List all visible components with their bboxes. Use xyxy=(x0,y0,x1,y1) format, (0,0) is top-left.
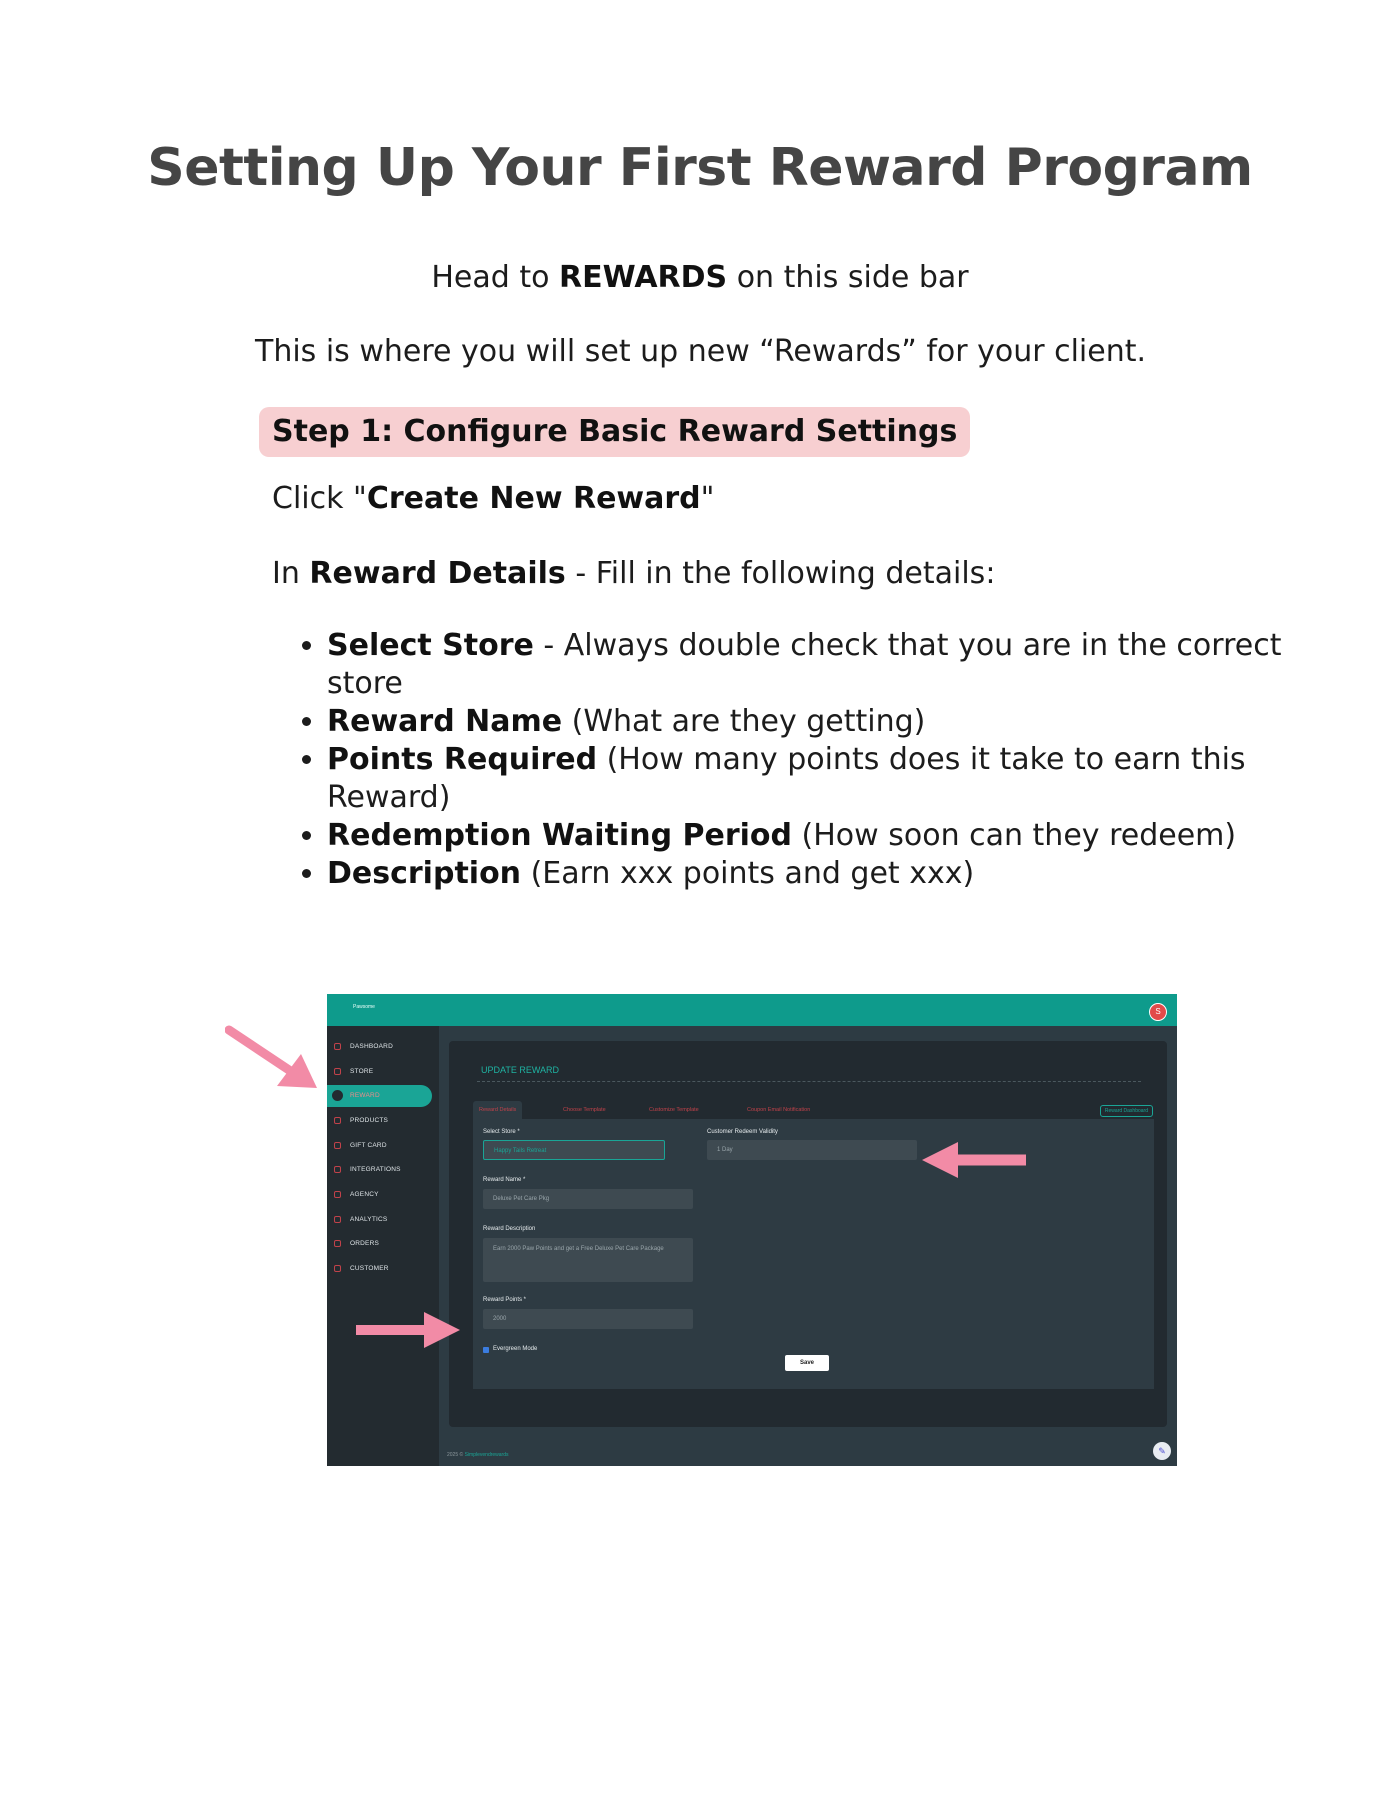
points-input[interactable]: 2000 xyxy=(483,1309,693,1329)
sidebar-item-gift-card[interactable]: GIFT CARD xyxy=(327,1135,432,1157)
sidebar-item-reward[interactable]: REWARD xyxy=(327,1085,432,1107)
list-item: • Points Required (How many points does it take to earn this Reward) xyxy=(327,741,1287,817)
select-store-dropdown[interactable]: Happy Tails Retreat xyxy=(483,1140,665,1160)
intro-line-2: This is where you will set up new “Rewards” for your client. xyxy=(255,334,1147,369)
store-icon xyxy=(334,1068,341,1075)
arrow-to-redeem-validity xyxy=(920,1140,1032,1180)
description-textarea[interactable]: Earn 2000 Paw Points and get a Free Deluxe Pet Care Package xyxy=(483,1238,693,1282)
list-item: • Select Store - Always double check that you are in the correct store xyxy=(327,627,1287,703)
gift-card-icon xyxy=(334,1142,341,1149)
redeem-validity-label: Customer Redeem Validity xyxy=(707,1129,778,1135)
dashboard-icon xyxy=(334,1043,341,1050)
evergreen-checkbox[interactable] xyxy=(483,1347,489,1353)
edit-icon[interactable]: ✎ xyxy=(1153,1442,1171,1460)
tab-reward-details[interactable]: Reward Details xyxy=(473,1101,522,1119)
customer-icon xyxy=(334,1265,341,1272)
intro-line-1: Head to REWARDS on this side bar xyxy=(431,260,969,295)
details-instruction: In Reward Details - Fill in the following details: xyxy=(272,556,996,591)
app-logo: Pawsome xyxy=(353,1004,375,1010)
click-instruction: Click "Create New Reward" xyxy=(272,481,715,516)
page-title: Setting Up Your First Reward Program xyxy=(147,138,1253,198)
reward-dashboard-button[interactable]: Reward Dashboard xyxy=(1100,1105,1153,1117)
list-item: • Reward Name (What are they getting) xyxy=(327,703,1287,741)
save-button[interactable]: Save xyxy=(785,1355,829,1371)
reward-name-input[interactable]: Deluxe Pet Care Pkg xyxy=(483,1189,693,1209)
arrow-to-reward-icon xyxy=(225,1024,325,1094)
select-store-label: Select Store * xyxy=(483,1129,520,1135)
redeem-validity-select[interactable]: 1 Day xyxy=(707,1140,917,1160)
list-item: • Description (Earn xxx points and get xxx) xyxy=(327,855,1287,893)
user-avatar[interactable]: S xyxy=(1149,1003,1167,1021)
step-1-heading: Step 1: Configure Basic Reward Settings xyxy=(259,407,970,457)
top-bar xyxy=(327,994,1177,1026)
reward-icon xyxy=(332,1090,343,1101)
sidebar-item-integrations[interactable]: INTEGRATIONS xyxy=(327,1159,432,1181)
tab-choose-template[interactable]: Choose Template xyxy=(563,1107,606,1113)
orders-icon xyxy=(334,1240,341,1247)
sidebar-item-products[interactable]: PRODUCTS xyxy=(327,1110,432,1132)
sidebar-item-store[interactable]: STORE xyxy=(327,1061,432,1083)
arrow-to-reward-points xyxy=(354,1310,462,1350)
tab-customize-template[interactable]: Customize Template xyxy=(649,1107,699,1113)
rewards-keyword: REWARDS xyxy=(558,260,728,295)
sidebar-item-customer[interactable]: CUSTOMER xyxy=(327,1258,432,1280)
tab-bar xyxy=(473,1101,1153,1119)
sidebar-item-agency[interactable]: AGENCY xyxy=(327,1184,432,1206)
products-icon xyxy=(334,1117,341,1124)
sidebar-item-orders[interactable]: ORDERS xyxy=(327,1233,432,1255)
footer-link[interactable]: Simplevendrewards xyxy=(464,1452,509,1458)
tab-coupon-email[interactable]: Coupon Email Notification xyxy=(747,1107,811,1113)
integrations-icon xyxy=(334,1166,341,1173)
sidebar xyxy=(327,1026,439,1466)
agency-icon xyxy=(334,1191,341,1198)
footer: 2025 © Simplevendrewards xyxy=(447,1452,509,1458)
sidebar-item-dashboard[interactable]: DASHBOARD xyxy=(327,1036,432,1058)
reward-details-form xyxy=(473,1119,1154,1389)
reward-name-label: Reward Name * xyxy=(483,1177,526,1183)
analytics-icon xyxy=(334,1216,341,1223)
details-list xyxy=(272,627,1287,893)
evergreen-label: Evergreen Mode xyxy=(493,1346,538,1352)
reward-app-screenshot xyxy=(327,994,1177,1466)
sidebar-item-analytics[interactable]: ANALYTICS xyxy=(327,1209,432,1231)
panel-title: UPDATE REWARD xyxy=(481,1065,560,1075)
divider xyxy=(477,1081,1141,1082)
points-label: Reward Points * xyxy=(483,1297,527,1303)
list-item: • Redemption Waiting Period (How soon can they redeem) xyxy=(327,817,1287,855)
update-reward-panel xyxy=(449,1041,1167,1427)
description-label: Reward Description xyxy=(483,1226,536,1232)
